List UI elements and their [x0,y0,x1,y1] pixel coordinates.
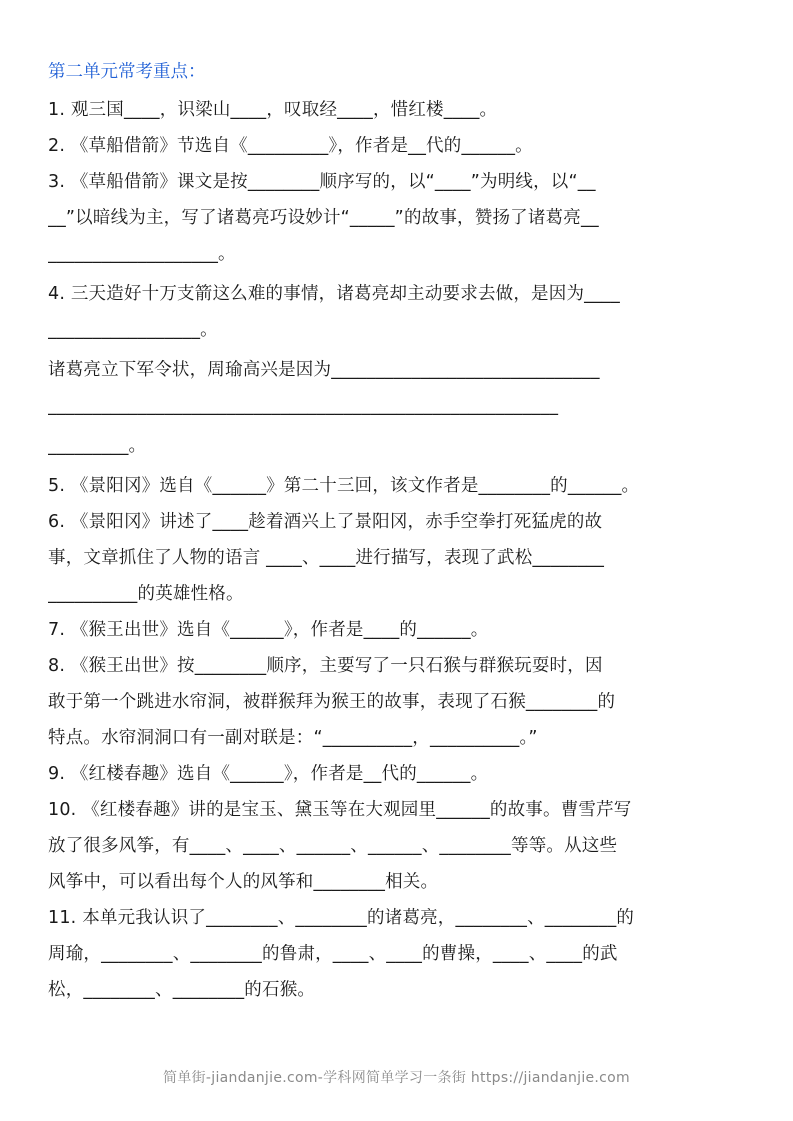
q11-line-1: 11. 本单元我认识了________、________的诸葛亮，________、________的 [48,908,635,928]
q3-line-1: 3. 《草船借箭》课文是按________顺序写的，以“____”为明线，以“__ [48,172,596,192]
q4-line-4: _________________________________________________________ [48,396,559,416]
q4-line-3: 诸葛亮立下军令状，周瑜高兴是因为______________________________ [48,360,600,380]
q7-line: 7. 《猴王出世》选自《______》，作者是____的______。 [48,620,489,640]
q4-line-5: _________。 [48,436,147,456]
q6-line-1: 6. 《景阳冈》讲述了____趁着酒兴上了景阳冈，赤手空拳打死猛虎的故 [48,512,603,532]
q4-line-1: 4. 三天造好十万支箭这么难的事情，诸葛亮却主动要求去做，是因为____ [48,284,620,304]
q6-line-2: 事，文章抓住了人物的语言 ____、____进行描写，表现了武松________ [48,548,605,568]
q6-line-3: __________的英雄性格。 [48,584,244,604]
section-heading: 第二单元常考重点： [48,62,206,82]
q5-line: 5. 《景阳冈》选自《______》第二十三回，该文作者是________的______。 [48,476,640,496]
q10-line-1: 10. 《红楼春趣》讲的是宝玉、黛玉等在大观园里______的故事。曹雪芹写 [48,800,632,820]
q8-line-3: 特点。水帘洞洞口有一副对联是：“__________，__________。” [48,728,538,748]
q3-line-2: __”以暗线为主，写了诸葛亮巧设妙计“_____”的故事，赞扬了诸葛亮__ [48,208,599,228]
document-page [48,54,748,1008]
q2-line: 2. 《草船借箭》节选自《_________》，作者是__代的______。 [48,136,533,156]
q1-line: 1. 观三国____，识梁山____，叹取经____，惜红楼____。 [48,100,498,120]
q8-line-2: 敢于第一个跳进水帘洞，被群猴拜为猴王的故事，表现了石猴________的 [48,692,616,712]
page-footer: 简单街-jiandanjie.com-学科网简单学习一条街 https://jiandanjie.com [163,1070,630,1086]
q11-line-3: 松，________、________的石猴。 [48,980,316,1000]
q9-line: 9. 《红楼春趣》选自《______》，作者是__代的______。 [48,764,489,784]
q10-line-2: 放了很多风筝，有____、____、______、______、________等等。从这些 [48,836,618,856]
q8-line-1: 8. 《猴王出世》按________顺序，主要写了一只石猴与群猴玩耍时，因 [48,656,603,676]
q4-line-2: _________________。 [48,320,218,340]
q11-line-2: 周瑜，________、________的鲁肃，____、____的曹操，____、____的武 [48,944,618,964]
q3-line-3: ___________________。 [48,244,236,264]
q10-line-3: 风筝中，可以看出每个人的风筝和________相关。 [48,872,439,892]
